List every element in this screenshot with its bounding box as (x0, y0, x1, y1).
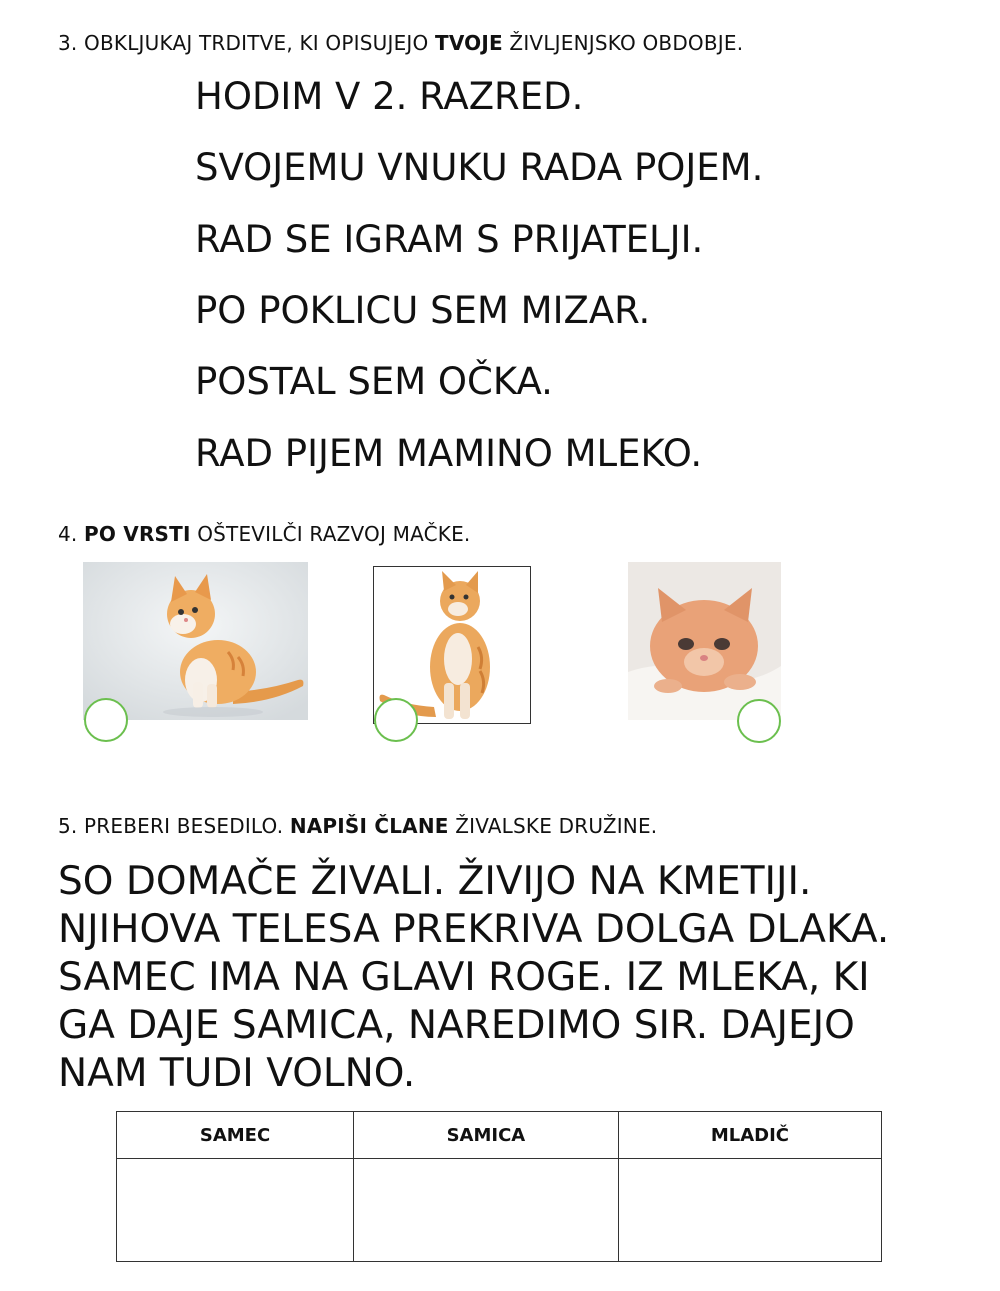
statement-6[interactable]: RAD PIJEM MAMINO MLEKO. (195, 432, 703, 475)
column-header-samica: SAMICA (354, 1112, 619, 1159)
kitten-sitting-photo (83, 562, 308, 720)
newborn-kitten-photo (628, 562, 781, 720)
answer-cell-samec[interactable] (117, 1159, 354, 1262)
statement-5[interactable]: POSTAL SEM OČKA. (195, 360, 553, 403)
q5-heading (58, 814, 657, 838)
column-header-mladic: MLADIČ (618, 1112, 881, 1159)
kitten-sitting-icon (83, 562, 308, 720)
q5-heading-pre: 5. PREBERI BESEDILO. (58, 814, 290, 838)
reading-paragraph (58, 858, 958, 1098)
column-header-samec: SAMEC (117, 1112, 354, 1159)
order-input-2[interactable] (374, 698, 418, 742)
answer-cell-mladic[interactable] (618, 1159, 881, 1262)
table-row (117, 1159, 882, 1262)
paragraph-line: GA DAJE SAMICA, NAREDIMO SIR. DAJEJO (58, 1003, 855, 1048)
paragraph-line: NJIHOVA TELESA PREKRIVA DOLGA DLAKA. (58, 907, 890, 952)
statement-4[interactable]: PO POKLICU SEM MIZAR. (195, 289, 651, 332)
order-input-1[interactable] (84, 698, 128, 742)
order-input-3[interactable] (737, 699, 781, 743)
q5-heading-bold: NAPIŠI ČLANE (289, 814, 449, 838)
q4-heading-bold: PO VRSTI (84, 522, 191, 546)
q3-heading (58, 31, 743, 55)
newborn-kitten-icon (628, 562, 781, 720)
q3-heading-post: ŽIVLJENJSKO OBDOBJE. (502, 31, 744, 55)
paragraph-line: SO DOMAČE ŽIVALI. ŽIVIJO NA KMETIJI. (58, 859, 812, 904)
statement-2[interactable]: SVOJEMU VNUKU RADA POJEM. (195, 146, 764, 189)
paragraph-line: NAM TUDI VOLNO. (58, 1051, 416, 1096)
statement-3[interactable]: RAD SE IGRAM S PRIJATELJI. (195, 218, 704, 261)
answer-cell-samica[interactable] (354, 1159, 619, 1262)
table-header-row (117, 1112, 882, 1159)
q4-heading-post: OŠTEVILČI RAZVOJ MAČKE. (190, 522, 471, 546)
q3-heading-pre: 3. OBKLJUKAJ TRDITVE, KI OPISUJEJO (58, 31, 435, 55)
statement-1[interactable]: HODIM V 2. RAZRED. (195, 75, 584, 118)
paragraph-line: SAMEC IMA NA GLAVI ROGE. IZ MLEKA, KI (58, 955, 870, 1000)
q4-heading (58, 522, 471, 546)
animal-family-table (116, 1111, 882, 1262)
q4-heading-pre: 4. (58, 522, 85, 546)
q5-heading-post: ŽIVALSKE DRUŽINE. (448, 814, 658, 838)
q3-heading-bold: TVOJE (435, 31, 503, 55)
